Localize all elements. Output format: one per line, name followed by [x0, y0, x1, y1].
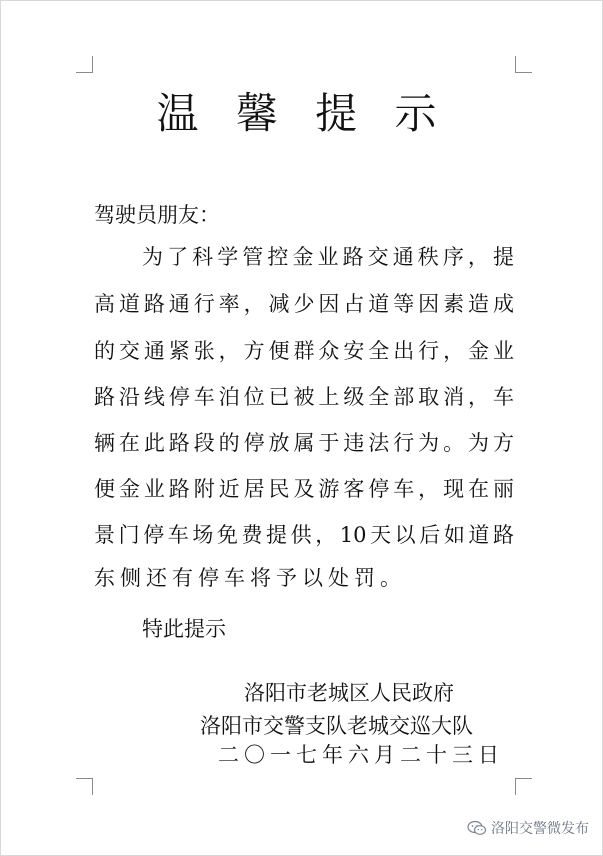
- signature-date: 二〇一七年六月二十三日: [218, 743, 504, 767]
- body-line-5: 辆在此路段的停放属于违法行为。为方: [94, 431, 514, 455]
- wechat-icon: [467, 820, 487, 836]
- signature-police: 洛阳市交警支队老城交巡大队: [200, 714, 473, 738]
- notice-title: 温 馨 提 示: [156, 89, 449, 138]
- body-line-4: 路沿线停车泊位已被上级全部取消，车: [94, 385, 514, 409]
- crop-mark-bottom-left: [76, 778, 93, 795]
- source-watermark: [467, 818, 589, 838]
- crop-mark-top-left: [76, 56, 93, 73]
- body-line-8: 东侧还有停车将予以处罚。: [94, 566, 406, 590]
- body-line-2: 高道路通行率，减少因占道等因素造成: [94, 292, 514, 316]
- body-line-3: 的交通紧张，方便群众安全出行，金业: [94, 339, 514, 363]
- signature-government: 洛阳市老城区人民政府: [244, 681, 454, 705]
- salutation: 驾驶员朋友：: [94, 203, 220, 227]
- body-line-1: 为了科学管控金业路交通秩序，提: [142, 245, 514, 269]
- watermark-label: 洛阳交警微发布: [491, 821, 589, 837]
- crop-mark-bottom-right: [515, 778, 532, 795]
- body-line-6: 便金业路附近居民及游客停车，现在丽: [94, 477, 514, 501]
- crop-mark-top-right: [515, 56, 532, 73]
- body-line-7: 景门停车场免费提供，10天以后如道路: [94, 523, 514, 547]
- closing-remark: 特此提示: [142, 617, 226, 641]
